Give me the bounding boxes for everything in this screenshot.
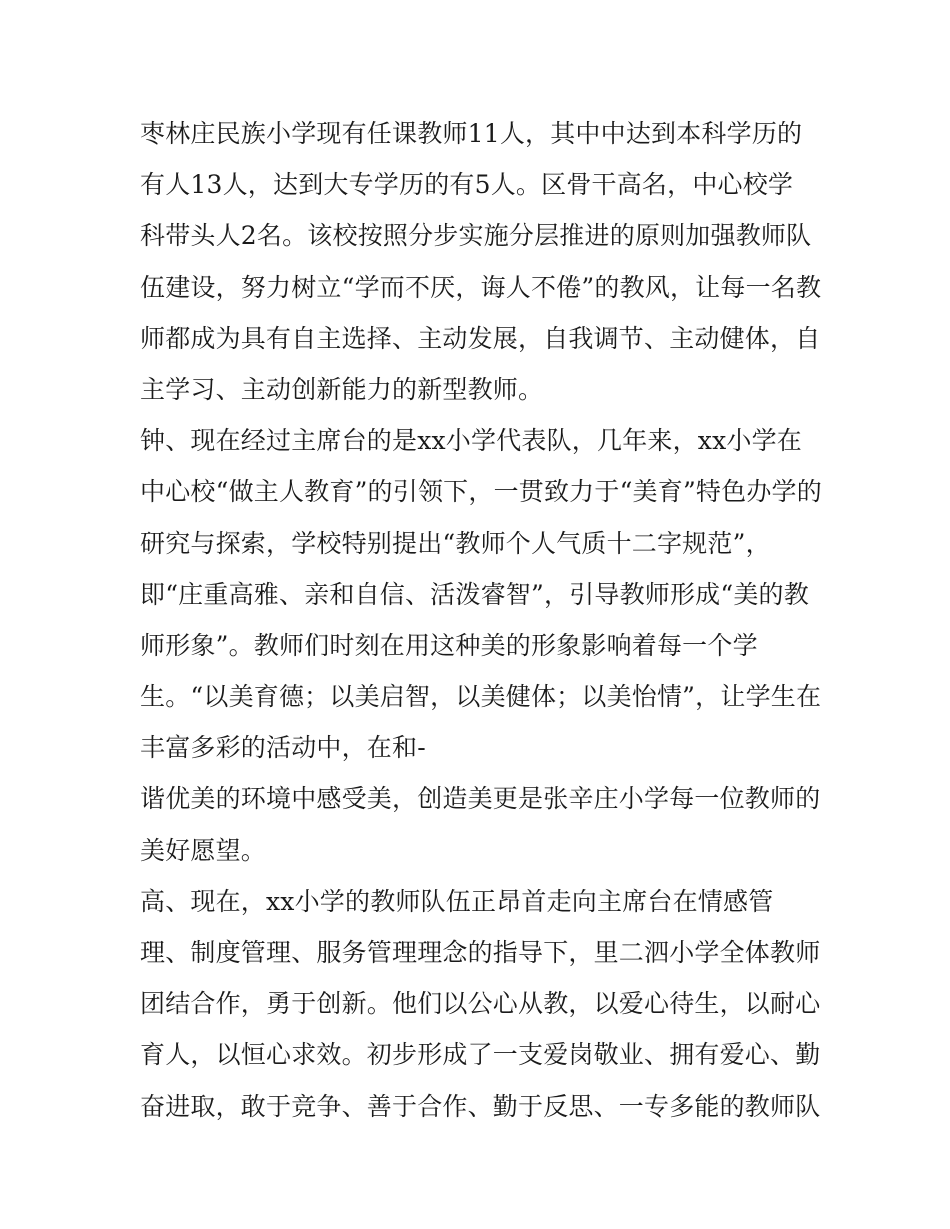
text-line: 谐优美的环境中感受美，创造美更是张辛庄小学每一位教师的 <box>140 784 821 814</box>
text-line: 丰富多彩的活动中，在和- <box>140 733 426 763</box>
text-line: 中心校“做主人教育”的引领下，一贯致力于“美育”特色办学的 <box>140 477 822 507</box>
text-line: 奋进取，敢于竞争、善于合作、勤于反思、一专多能的教师队 <box>140 1091 821 1121</box>
text-line: 伍建设，努力树立“学而不厌，诲人不倦”的教风，让每一名教 <box>140 272 822 302</box>
text-line: 钟、现在经过主席台的是xx小学代表队，几年来，xx小学在 <box>140 426 802 456</box>
text-line: 理、制度管理、服务管理理念的指导下，里二泗小学全体教师 <box>140 938 821 967</box>
text-line: 科带头人2名。该校按照分步实施分层推进的原则加强教师队 <box>140 221 812 251</box>
text-line: 师都成为具有自主选择、主动发展，自我调节、主动健体，自 <box>140 323 821 353</box>
text-line: 团结合作，勇于创新。他们以公心从教，以爱心待生，以耐心 <box>140 989 821 1019</box>
text-line: 生。“以美育德；以美启智，以美健体；以美怡情”，让学生在 <box>140 682 822 712</box>
text-line: 高、现在，xx小学的教师队伍正昂首走向主席台在情感管 <box>140 886 774 916</box>
text-line: 研究与探索，学校特别提出“教师个人气质十二字规范”， <box>140 528 771 558</box>
text-line: 美好愿望。 <box>140 835 267 865</box>
body-text <box>140 108 830 1132</box>
text-line: 师形象”。教师们时刻在用这种美的形象影响着每一个学 <box>140 630 758 660</box>
text-line: 育人，以恒心求效。初步形成了一支爱岗敬业、拥有爱心、勤 <box>140 1040 821 1070</box>
text-line: 即“庄重高雅、亲和自信、活泼睿智”，引导教师形成“美的教 <box>140 579 809 609</box>
text-line: 枣林庄民族小学现有任课教师11人，其中中达到本科学历的 <box>140 119 803 148</box>
text-line: 有人13人，达到大专学历的有5人。区骨干高名，中心校学 <box>140 170 794 200</box>
text-line: 主学习、主动创新能力的新型教师。 <box>140 374 544 404</box>
